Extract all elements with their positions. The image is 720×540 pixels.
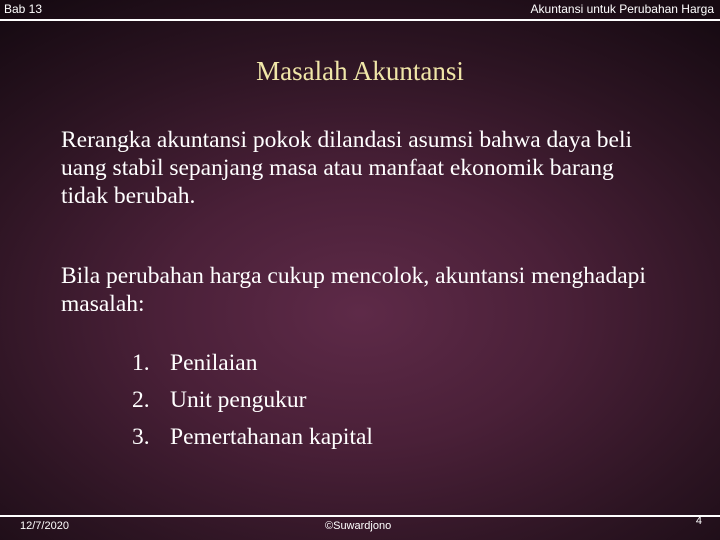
- slide-title: Masalah Akuntansi: [256, 56, 464, 86]
- footer-divider: [0, 515, 720, 517]
- list-item-text: Pemertahanan kapital: [170, 424, 373, 450]
- body-paragraph-2: Bila perubahan harga cukup mencolok, akuntansi menghadapi masalah:: [61, 263, 646, 317]
- list-item-number: 3.: [132, 424, 150, 450]
- slide-header: [0, 0, 720, 22]
- page-number: 4: [695, 515, 702, 527]
- list-item-number: 2.: [132, 387, 150, 413]
- footer-date: 12/7/2020: [20, 520, 69, 532]
- list-item: [132, 382, 373, 419]
- body-paragraph-1: Rerangka akuntansi pokok dilandasi asumsi bahwa daya beli uang stabil sepanjang masa atau manfaat ekonomik barang tidak berubah.: [61, 127, 633, 209]
- list-item-text: Unit pengukur: [170, 387, 307, 413]
- footer-author: ©Suwardjono: [325, 520, 392, 532]
- list-item-number: 1.: [132, 350, 150, 376]
- list-item: [132, 345, 373, 382]
- header-divider: [0, 19, 720, 21]
- list-item: [132, 419, 373, 456]
- chapter-title: Akuntansi untuk Perubahan Harga: [530, 2, 714, 16]
- problem-list: [132, 345, 373, 456]
- chapter-label: Bab 13: [4, 2, 43, 16]
- list-item-text: Penilaian: [170, 350, 258, 376]
